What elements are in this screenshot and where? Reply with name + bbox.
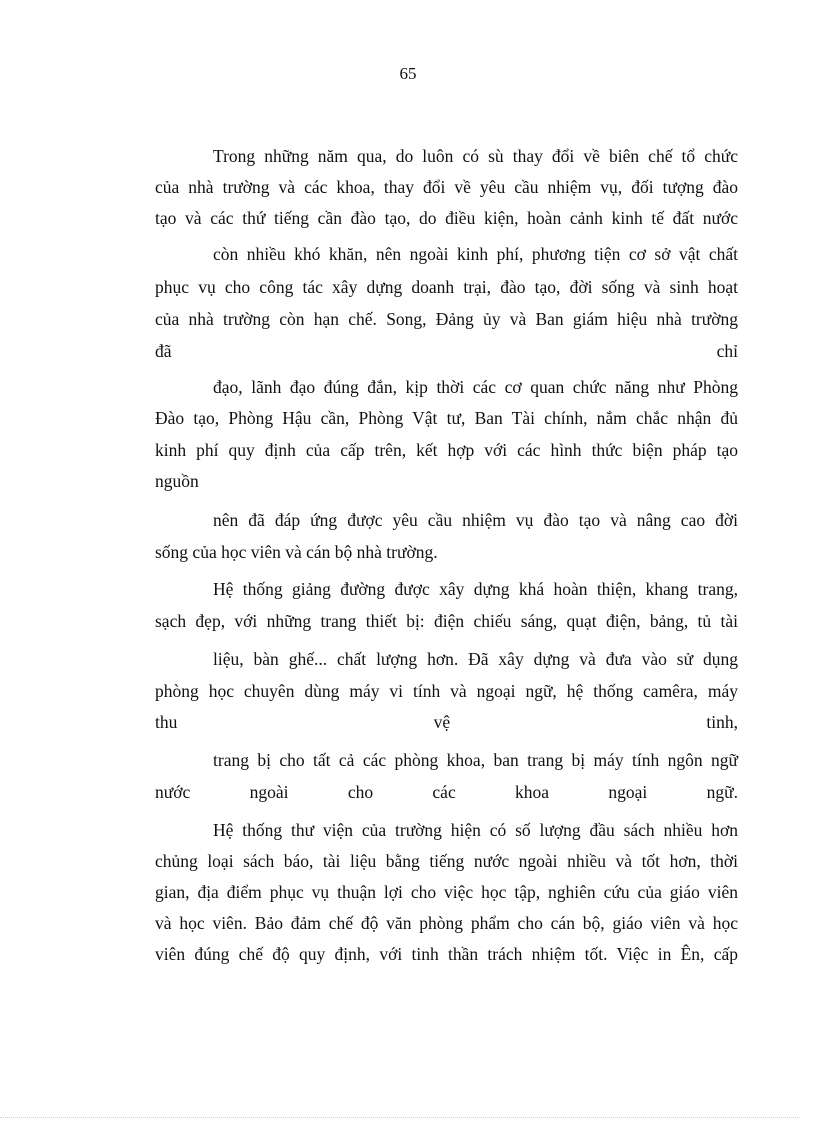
text-line: và học viên. Bảo đảm chế độ văn phòng phẩm cho cán bộ, giáo viên và học — [155, 913, 738, 933]
text-line: thu vệ tinh, — [155, 712, 738, 732]
page-number: 65 — [399, 64, 417, 83]
text-line: đạo, lãnh đạo đúng đắn, kịp thời các cơ quan chức năng như Phòng — [213, 377, 738, 397]
text-line: của nhà trường và các khoa, thay đổi về yêu cầu nhiệm vụ, đối tượng đào — [155, 177, 738, 197]
text-line: đã chỉ — [155, 341, 738, 361]
text-line: Trong những năm qua, do luôn có sù thay đổi về biên chế tổ chức — [213, 146, 738, 166]
text-line: Hệ thống giảng đường được xây dựng khá hoàn thiện, khang trang, — [213, 579, 738, 599]
text-line: sống của học viên và cán bộ nhà trường. — [155, 542, 438, 562]
text-line: chủng loại sách báo, tài liệu bằng tiếng nước ngoài nhiều và tốt hơn, thời — [155, 851, 738, 871]
text-line: còn nhiều khó khăn, nên ngoài kinh phí, phương tiện cơ sở vật chất — [213, 244, 738, 264]
text-line: phòng học chuyên dùng máy vi tính và ngoại ngữ, hệ thống camêra, máy — [155, 681, 738, 701]
text-line: kinh phí quy định của cấp trên, kết hợp với các hình thức biện pháp tạo — [155, 440, 738, 460]
text-line: sạch đẹp, với những trang thiết bị: điện chiếu sáng, quạt điện, bảng, tủ tài — [155, 611, 738, 631]
text-line: của nhà trường còn hạn chế. Song, Đảng ủy và Ban giám hiệu nhà trường — [155, 309, 738, 329]
text-line: nước ngoài cho các khoa ngoại ngữ. — [155, 782, 738, 802]
page-bottom-rule — [0, 1117, 800, 1118]
text-line: trang bị cho tất cả các phòng khoa, ban trang bị máy tính ngôn ngữ — [213, 750, 738, 770]
text-line: viên đúng chế độ quy định, với tinh thần trách nhiệm tốt. Việc in Ên, cấp — [155, 944, 738, 964]
text-line: nguồn — [155, 471, 199, 491]
text-line: nên đã đáp ứng được yêu cầu nhiệm vụ đào tạo và nâng cao đời — [213, 510, 738, 530]
text-line: phục vụ cho công tác xây dựng doanh trại, đào tạo, đời sống và sinh hoạt — [155, 277, 738, 297]
text-line: Hệ thống thư viện của trường hiện có số lượng đầu sách nhiều hơn — [213, 820, 738, 840]
text-line: tạo và các thứ tiếng cần đào tạo, do điều kiện, hoàn cảnh kinh tế đất nước — [155, 208, 738, 228]
text-line: liệu, bàn ghế... chất lượng hơn. Đã xây dựng và đưa vào sử dụng — [213, 649, 738, 669]
text-line: gian, địa điểm phục vụ thuận lợi cho việc học tập, nghiên cứu của giáo viên — [155, 882, 738, 902]
text-line: Đào tạo, Phòng Hậu cần, Phòng Vật tư, Ban Tài chính, nắm chắc nhận đủ — [155, 408, 738, 428]
